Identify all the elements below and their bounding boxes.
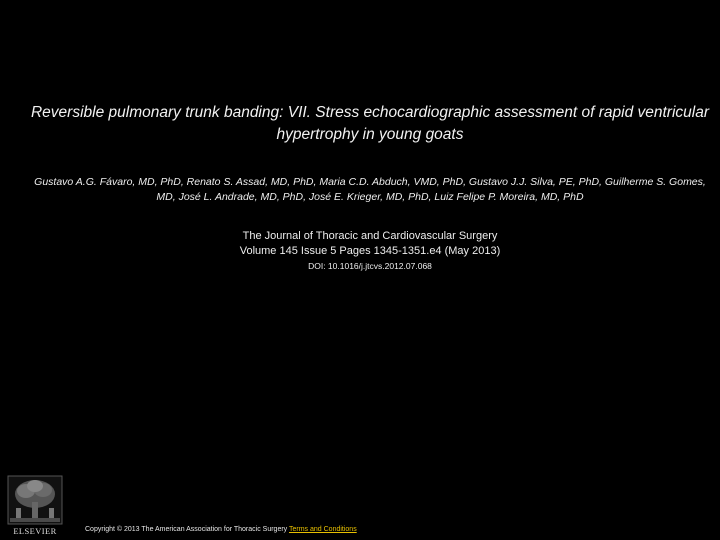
elsevier-logo bbox=[6, 474, 64, 538]
article-title: Reversible pulmonary trunk banding: VII. Stress echocardiographic assessment of rapid ventricular hypertrophy in young goats bbox=[30, 104, 710, 143]
terms-and-conditions-link[interactable]: Terms and Conditions bbox=[289, 526, 357, 533]
doi-text: DOI: 10.1016/j.jtcvs.2012.07.068 bbox=[308, 261, 432, 271]
journal-volume: Volume 145 Issue 5 Pages 1345-1351.e4 (May 2013) bbox=[239, 245, 501, 257]
elsevier-tree-icon bbox=[6, 474, 64, 526]
copyright-text: Copyright © 2013 The American Association for Thoracic Surgery bbox=[85, 526, 288, 533]
copyright-footer bbox=[85, 525, 357, 535]
author-list: Gustavo A.G. Fávaro, MD, PhD, Renato S. Assad, MD, PhD, Maria C.D. Abduch, VMD, PhD, Gustavo J.J. Silva, PE, PhD, Guilherme S. Gomes, MD, José L. Andrade, MD, PhD, José E. Krieger, MD, PhD, Luiz Felipe P. Moreira, MD, PhD bbox=[34, 176, 706, 203]
journal-citation bbox=[30, 229, 710, 274]
elsevier-wordmark: ELSEVIER bbox=[13, 526, 57, 536]
journal-name: The Journal of Thoracic and Cardiovascular Surgery bbox=[242, 230, 498, 242]
